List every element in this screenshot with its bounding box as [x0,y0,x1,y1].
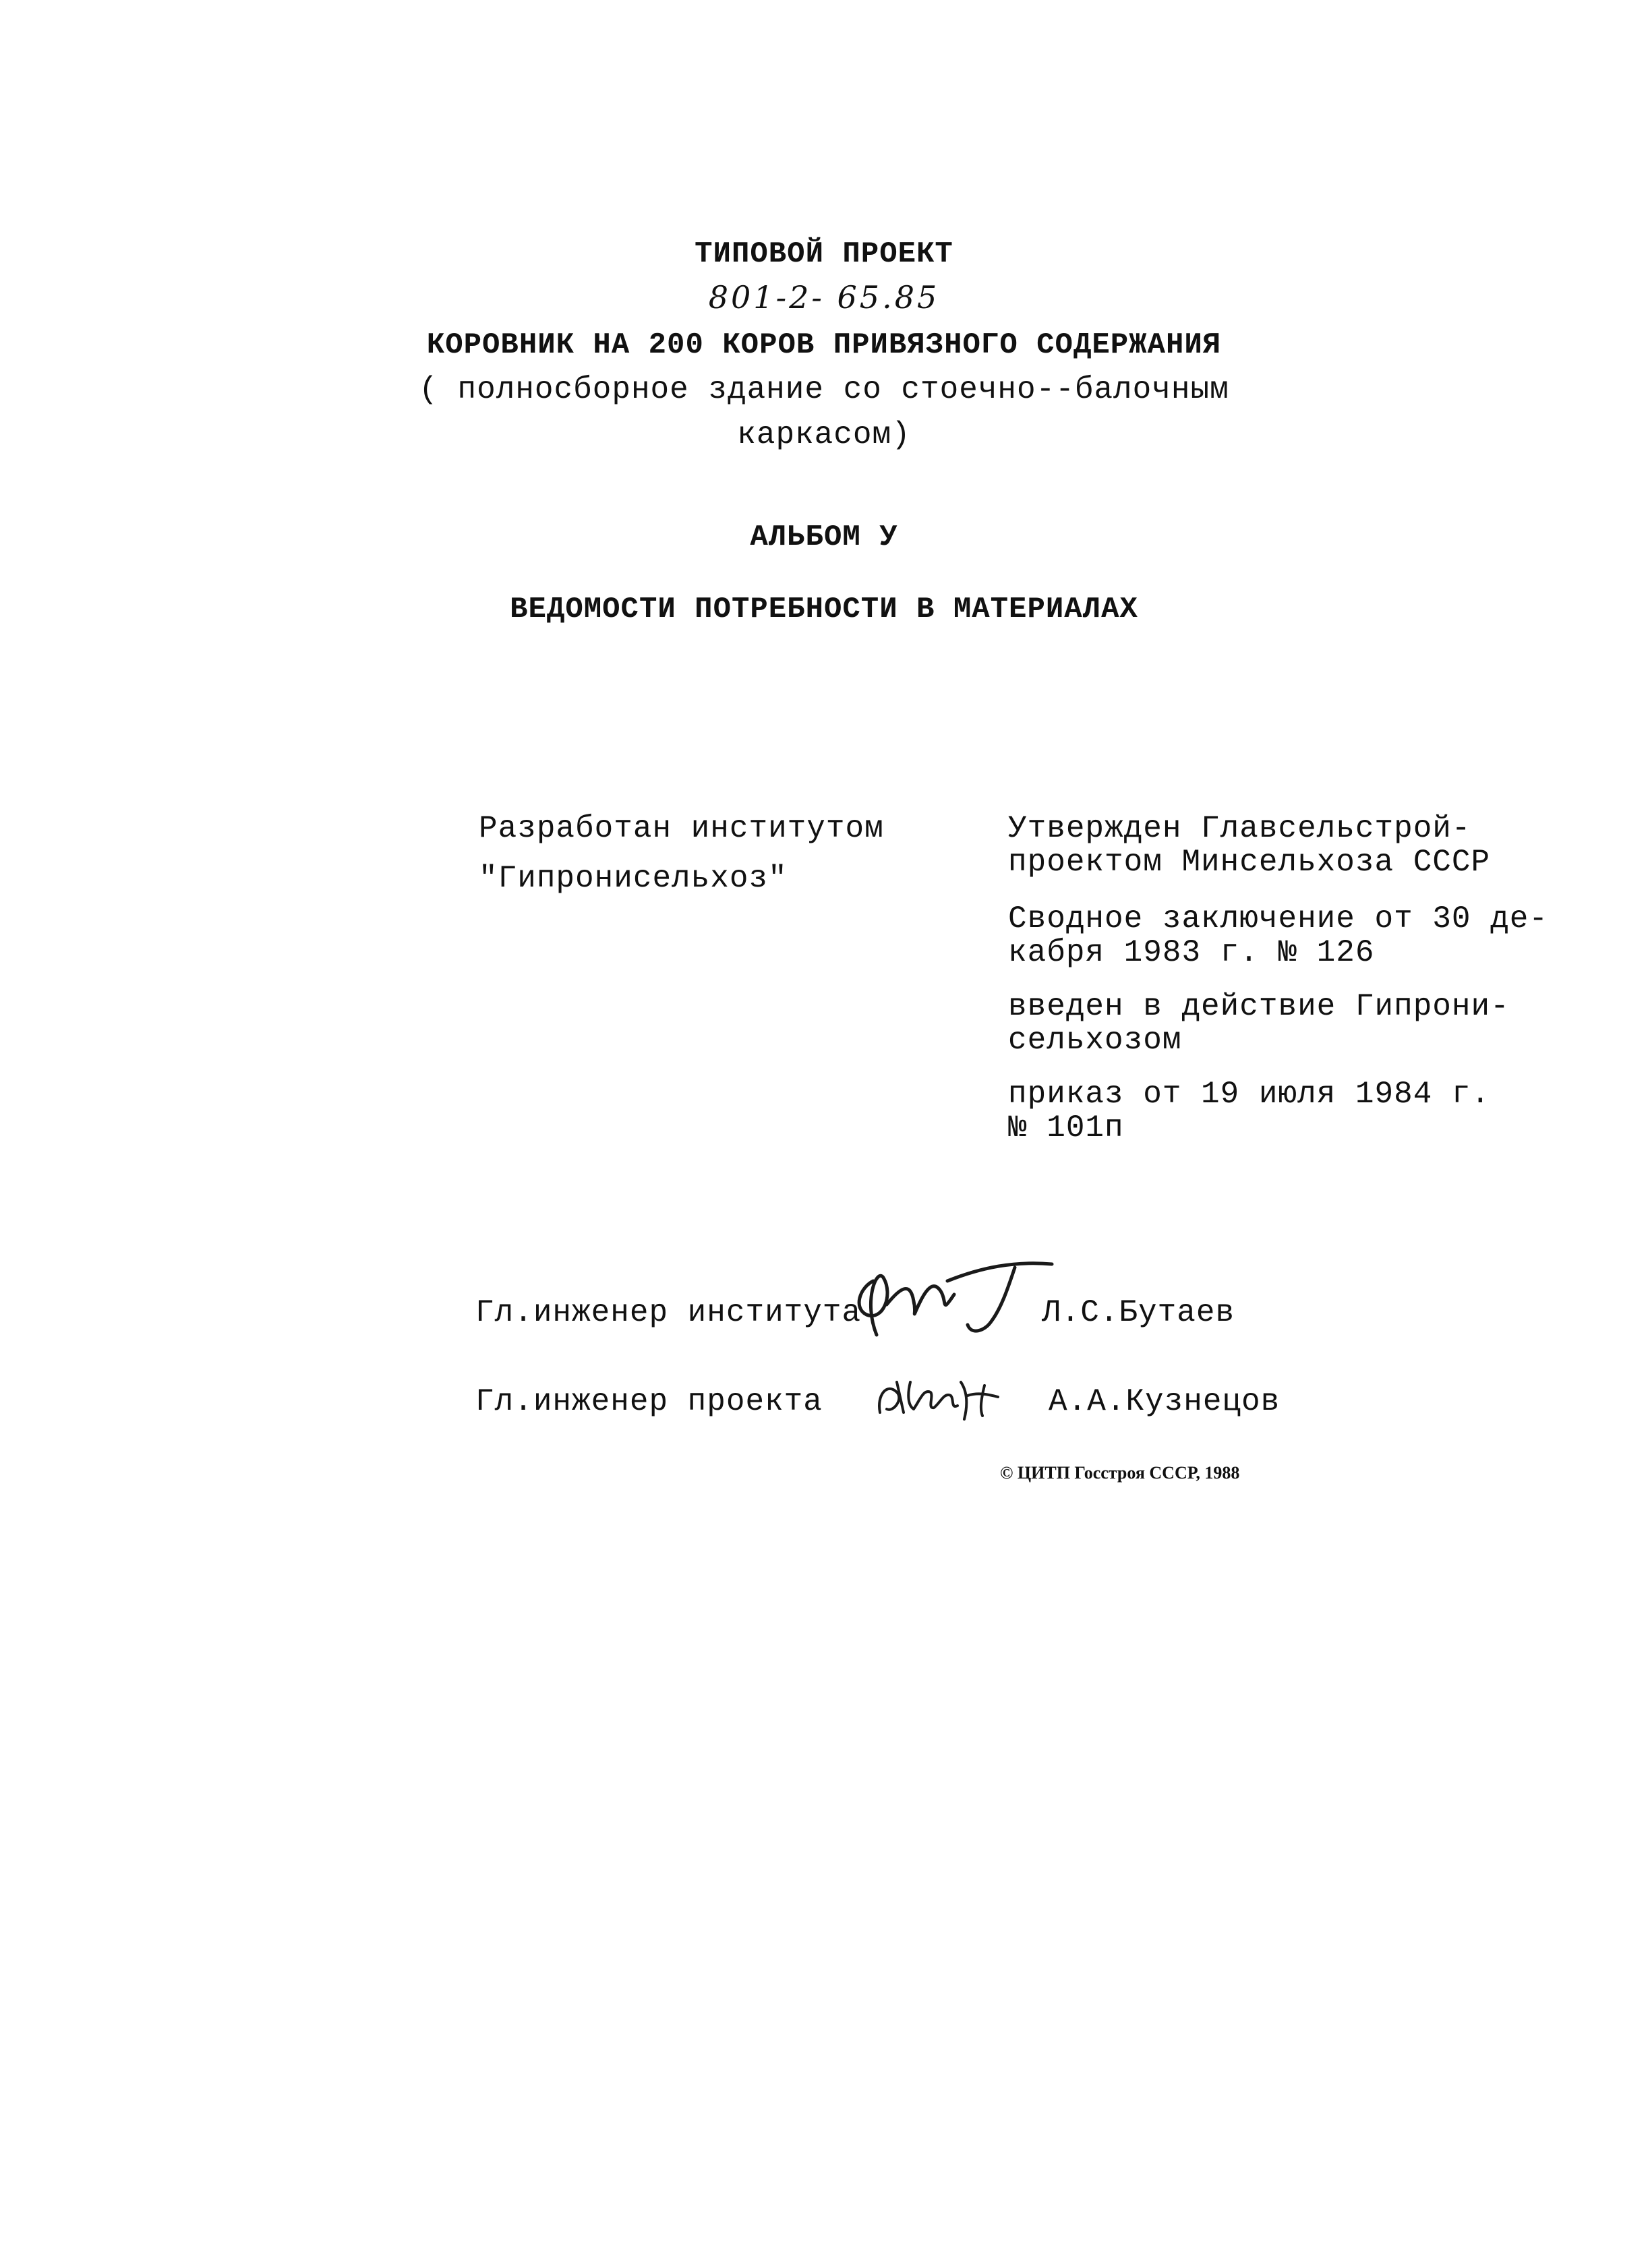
approval-3-line1: введен в действие Гипрони- [1008,989,1510,1024]
project-subtitle-line2: каркасом) [737,417,911,452]
album-label: АЛЬБОМ У [750,520,898,554]
developer-line1: Разработан институтом [479,811,884,846]
approval-3-line2: сельхозом [1008,1023,1182,1058]
approval-4-line2: № 101п [1008,1110,1124,1145]
approval-4-line1: приказ от 19 июля 1984 г. [1008,1077,1491,1112]
album-title: ВЕДОМОСТИ ПОТРЕБНОСТИ В МАТЕРИАЛАХ [510,593,1138,626]
project-title: КОРОВНИК НА 200 КОРОВ ПРИВЯЗНОГО СОДЕРЖАНИЯ [426,328,1222,362]
signature-role-chief-engineer-institute: Гл.инженер института [475,1295,862,1330]
handwritten-signature-kuznetsov [866,1355,1022,1429]
project-subtitle-line1: ( полносборное здание со стоечно--балочным [419,372,1229,407]
project-number: 801-2- 65.85 [708,279,940,316]
approval-1-line1: Утвержден Главсельстрой- [1008,811,1471,846]
signature-role-chief-engineer-project: Гл.инженер проекта [475,1384,823,1419]
copyright-notice: © ЦИТП Госстроя СССР, 1988 [1000,1463,1240,1483]
signature-name-kuznetsov: А.А.Кузнецов [1049,1384,1281,1419]
developer-line2: "Гипронисельхоз" [479,861,788,896]
approval-2-line1: Сводное заключение от 30 де- [1008,901,1548,936]
handwritten-signature-butaev [846,1241,1069,1355]
type-label: ТИПОВОЙ ПРОЕКТ [695,237,953,271]
signature-name-butaev: Л.С.Бутаев [1042,1295,1235,1330]
approval-2-line2: кабря 1983 г. № 126 [1008,935,1375,970]
approval-1-line2: проектом Минсельхоза СССР [1008,845,1491,880]
